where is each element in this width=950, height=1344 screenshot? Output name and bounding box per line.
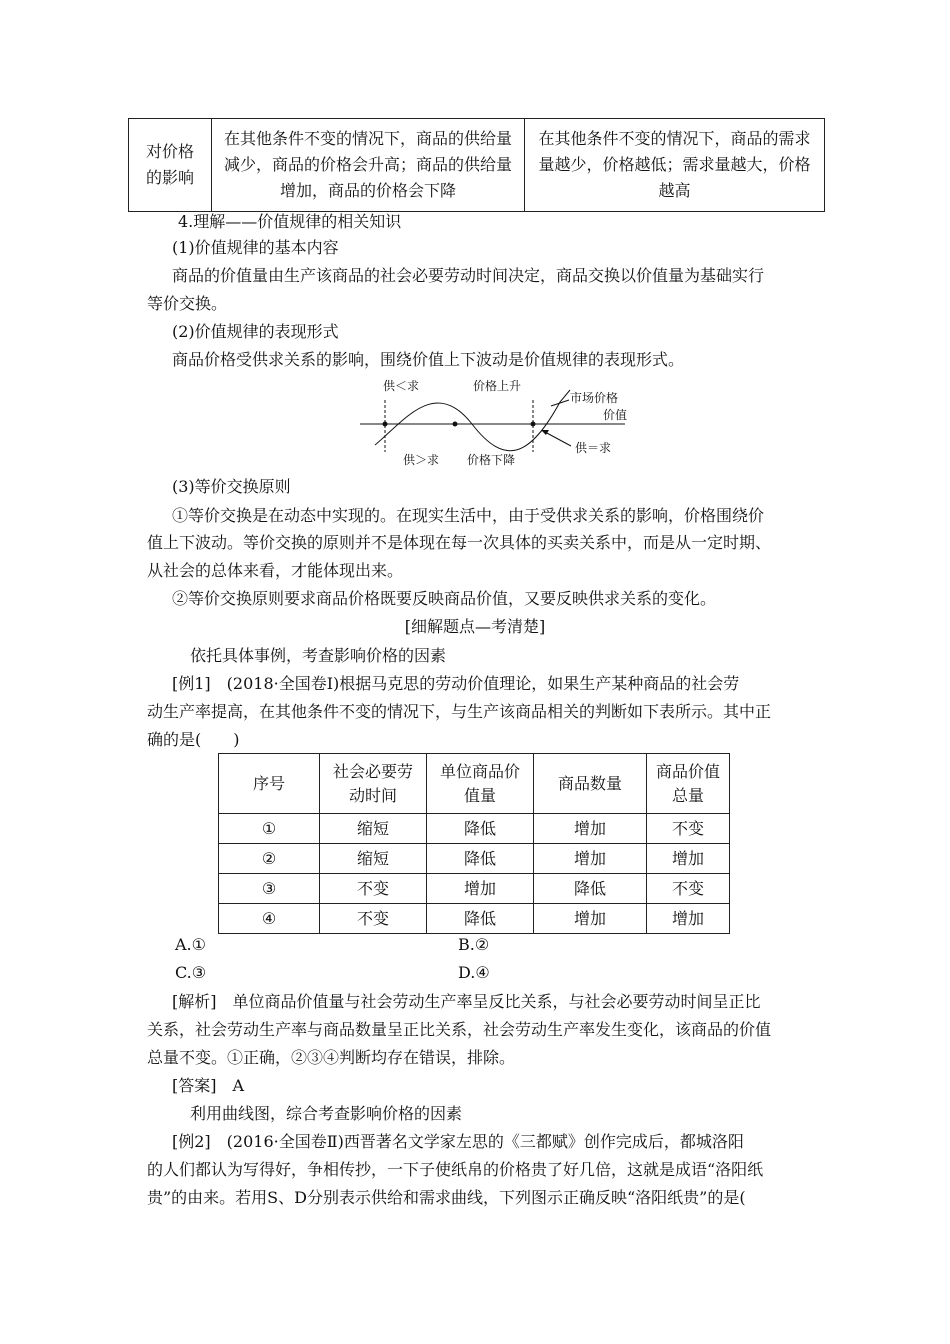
price-influence-table <box>128 118 825 212</box>
table-cell: 增加 <box>647 904 730 934</box>
table-cell: ① <box>219 814 320 844</box>
topic-heading: 依托具体事例，考查影响价格的因素 <box>190 646 447 665</box>
table-row <box>219 904 730 934</box>
paragraph: 等价交换。 <box>147 294 228 313</box>
subheading-3: (3)等价交换原则 <box>172 477 291 496</box>
section-heading: 4.理解——价值规律的相关知识 <box>178 212 402 231</box>
label-market-price: 市场价格 <box>570 391 619 405</box>
example-table <box>218 753 730 934</box>
table-cell: 增加 <box>647 844 730 874</box>
table-cell: 降低 <box>534 874 647 904</box>
label-price-up: 价格上升 <box>473 379 522 393</box>
table-cell: 不变 <box>320 904 427 934</box>
table-cell: 降低 <box>427 904 534 934</box>
table-cell: 不变 <box>320 874 427 904</box>
table-header-row <box>219 754 730 814</box>
pointer-arrow <box>551 400 569 406</box>
analysis-line: 总量不变。①正确，②③④判断均存在错误，排除。 <box>147 1048 516 1067</box>
pointer-arrow <box>545 432 571 446</box>
analysis-line: [解析] 单位商品价值量与社会劳动生产率呈反比关系，与社会必要劳动时间呈正比 <box>172 992 761 1011</box>
paragraph: 商品价格受供求关系的影响，围绕价值上下波动是价值规律的表现形式。 <box>172 350 685 369</box>
table-header: 序号 <box>219 754 320 814</box>
table-cell: 降低 <box>427 844 534 874</box>
table-header: 商品价值总量 <box>647 754 730 814</box>
table-cell: 不变 <box>647 874 730 904</box>
table-cell: 缩短 <box>320 844 427 874</box>
value-law-diagram <box>355 372 635 470</box>
paragraph: ①等价交换是在动态中实现的。在现实生活中，由于受供求关系的影响，价格围绕价 <box>172 506 765 525</box>
supply-effect-cell: 在其他条件不变的情况下，商品的供给量减少，商品的价格会升高；商品的供给量增加，商品的价格会下降 <box>212 119 525 212</box>
subheading-2: (2)价值规律的表现形式 <box>172 322 339 341</box>
example-line: [例1] (2018·全国卷Ⅰ)根据马克思的劳动价值理论，如果生产某种商品的社会劳 <box>172 674 740 693</box>
table-cell: ③ <box>219 874 320 904</box>
paragraph: 商品的价值量由生产该商品的社会必要劳动时间决定，商品交换以价值量为基础实行 <box>172 266 765 285</box>
table-cell: 增加 <box>534 844 647 874</box>
analysis-line: 关系，社会劳动生产率与商品数量呈正比关系，社会劳动生产率发生变化，该商品的价值 <box>147 1020 772 1039</box>
table-cell: 不变 <box>647 814 730 844</box>
table-cell: 缩短 <box>320 814 427 844</box>
table-row <box>219 844 730 874</box>
table-cell: 增加 <box>534 904 647 934</box>
table-row-label: 对价格的影响 <box>129 119 212 212</box>
label-supply-eq-demand: 供＝求 <box>575 441 612 455</box>
option-c: C.③ <box>175 963 207 982</box>
label-price-down: 价格下降 <box>467 453 516 467</box>
market-price-curve <box>375 390 570 451</box>
table-header: 社会必要劳动时间 <box>320 754 427 814</box>
arrow-head <box>541 430 549 435</box>
equilibrium-point <box>453 422 458 427</box>
table-cell: ④ <box>219 904 320 934</box>
table-cell: 降低 <box>427 814 534 844</box>
example-line: 贵”的由来。若用S、D分别表示供给和需求曲线，下列图示正确反映“洛阳纸贵”的是( <box>147 1188 746 1207</box>
table-cell: 增加 <box>427 874 534 904</box>
demand-effect-cell: 在其他条件不变的情况下，商品的需求量越少，价格越低；需求量越大，价格越高 <box>525 119 825 212</box>
table-header: 商品数量 <box>534 754 647 814</box>
topic-heading: 利用曲线图，综合考查影响价格的因素 <box>190 1104 463 1123</box>
answer-line: [答案] A <box>172 1076 245 1095</box>
paragraph: ②等价交换原则要求商品价格既要反映商品价值，又要反映供求关系的变化。 <box>172 589 717 608</box>
label-supply-gt-demand: 供＞求 <box>403 453 440 467</box>
table-cell: ② <box>219 844 320 874</box>
subheading-1: (1)价值规律的基本内容 <box>172 238 339 257</box>
paragraph: 从社会的总体来看，才能体现出来。 <box>147 561 404 580</box>
example-line: 确的是( ) <box>147 730 240 749</box>
table-row <box>219 814 730 844</box>
label-supply-lt-demand: 供＜求 <box>383 379 420 393</box>
option-d: D.④ <box>458 963 490 982</box>
label-value: 价值 <box>603 408 628 422</box>
table-row <box>219 874 730 904</box>
example-line: [例2] (2016·全国卷Ⅱ)西晋著名文学家左思的《三都赋》创作完成后，都城洛阳 <box>172 1132 744 1151</box>
paragraph: 值上下波动。等价交换的原则并不是体现在每一次具体的买卖关系中，而是从一定时期、 <box>147 533 772 552</box>
table-cell: 增加 <box>534 814 647 844</box>
option-a: A.① <box>175 935 206 954</box>
detail-heading: [细解题点—考清楚] <box>404 617 546 636</box>
example-line: 的人们都认为写得好，争相传抄，一下子使纸帛的价格贵了好几倍，这就是成语“洛阳纸 <box>147 1160 764 1179</box>
example-line: 动生产率提高，在其他条件不变的情况下，与生产该商品相关的判断如下表所示。其中正 <box>147 702 772 721</box>
table-header: 单位商品价值量 <box>427 754 534 814</box>
option-b: B.② <box>458 935 490 954</box>
